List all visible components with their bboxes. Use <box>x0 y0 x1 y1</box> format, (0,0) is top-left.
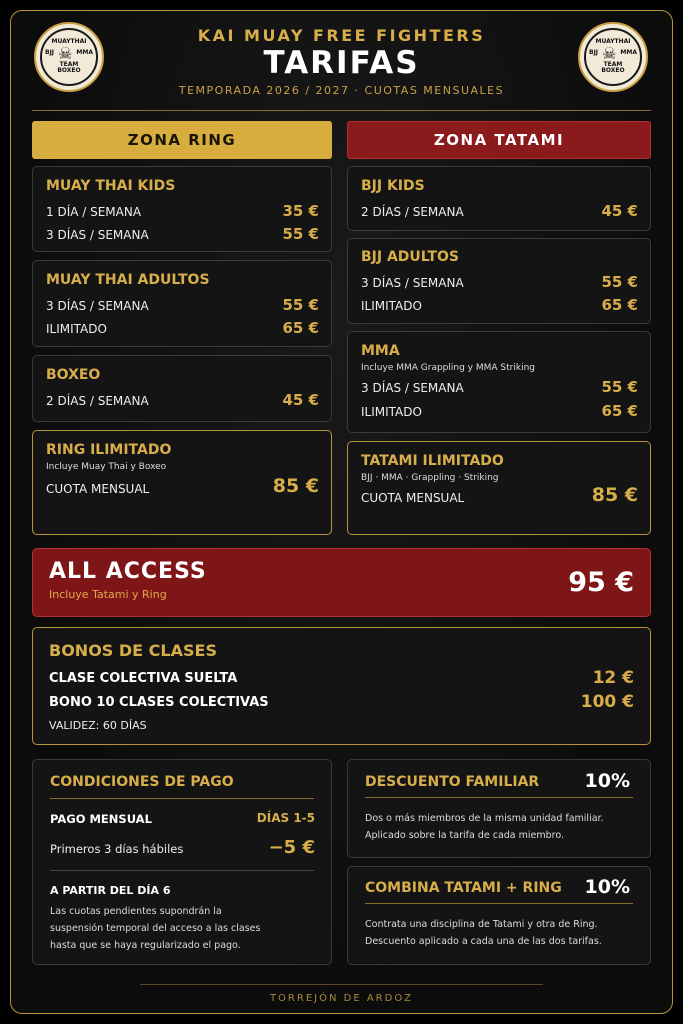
card-title: MUAY THAI ADULTOS <box>46 272 210 288</box>
footer-divider <box>140 984 543 985</box>
row-price: 45 € <box>601 202 638 220</box>
row-price: 65 € <box>601 402 638 420</box>
divider <box>50 798 314 799</box>
combina-line: Descuento aplicado a cada una de las dos tarifas. <box>365 936 602 947</box>
logo-text-bottom: BOXEO <box>601 67 625 75</box>
card-note: BJJ · MMA · Grappling · Striking <box>361 473 499 483</box>
row-price: 35 € <box>282 202 319 220</box>
card-combina <box>347 866 651 965</box>
row-price: 55 € <box>282 296 319 314</box>
card-title: RING ILIMITADO <box>46 442 172 458</box>
row-price: 12 € <box>592 668 634 688</box>
row-price: 85 € <box>591 484 638 506</box>
season-subtitle: TEMPORADA 2026 / 2027 · CUOTAS MENSUALES <box>178 84 505 97</box>
combina-line: Contrata una disciplina de Tatami y otra de Ring. <box>365 919 598 930</box>
card-muay-thai-kids <box>32 166 332 252</box>
header-divider <box>32 110 651 111</box>
club-name: KAI MUAY FREE FIGHTERS <box>197 26 486 45</box>
condiciones-line: Las cuotas pendientes supondrán la <box>50 906 222 917</box>
card-title: MUAY THAI KIDS <box>46 178 176 194</box>
card-note: Incluye MMA Grappling y MMA Striking <box>361 363 535 373</box>
pago-dias: DÍAS 1-5 <box>256 811 315 825</box>
row-price: 55 € <box>282 225 319 243</box>
row-price: 65 € <box>601 296 638 314</box>
card-mma <box>347 331 651 433</box>
pago-mensual-label: PAGO MENSUAL <box>50 812 152 826</box>
zone-tatami-header: ZONA TATAMI <box>347 121 651 159</box>
row-label: ILIMITADO <box>361 299 422 313</box>
familiar-line: Dos o más miembros de la misma unidad familiar. <box>365 813 604 824</box>
card-condiciones-pago <box>32 759 332 965</box>
card-title: COMBINA TATAMI + RING <box>365 880 562 896</box>
card-bjj-kids <box>347 166 651 231</box>
card-tatami-ilimitado <box>347 441 651 535</box>
card-title: BOXEO <box>46 367 101 383</box>
all-access-note: Incluye Tatami y Ring <box>49 588 167 601</box>
card-title: CONDICIONES DE PAGO <box>50 774 234 790</box>
logo-text-team: TEAM <box>59 60 79 68</box>
primeros-label: Primeros 3 días hábiles <box>50 842 184 856</box>
card-note: Incluye Muay Thai y Boxeo <box>46 462 167 472</box>
card-boxeo <box>32 355 332 422</box>
logo-text-left: BJJ <box>589 49 599 57</box>
card-title: BONOS DE CLASES <box>49 641 217 660</box>
page-title: TARIFAS <box>263 45 420 81</box>
card-title: BJJ ADULTOS <box>361 249 459 265</box>
row-price: 45 € <box>282 391 319 409</box>
condiciones-line: hasta que se haya regularizado el pago. <box>50 940 241 951</box>
logo-text-top: MUAYTHAI <box>595 37 631 45</box>
row-label: ILIMITADO <box>361 405 422 419</box>
apartir-label: A PARTIR DEL DÍA 6 <box>50 884 171 897</box>
row-label: 2 DÍAS / SEMANA <box>361 205 464 219</box>
all-access-title: ALL ACCESS <box>49 559 207 584</box>
row-label: CUOTA MENSUAL <box>46 482 150 496</box>
row-price: 85 € <box>272 475 319 497</box>
discount-percent: 10% <box>584 770 630 792</box>
row-label: CLASE COLECTIVA SUELTA <box>49 671 238 686</box>
logo-text-team: TEAM <box>603 60 623 68</box>
row-label: CUOTA MENSUAL <box>361 491 465 505</box>
card-muay-thai-adultos <box>32 260 332 347</box>
row-label: BONO 10 CLASES COLECTIVAS <box>49 695 269 710</box>
card-title: MMA <box>361 343 400 359</box>
logo-text-right: MMA <box>620 49 637 57</box>
card-bonos <box>32 627 651 745</box>
row-price: 65 € <box>282 319 319 337</box>
divider <box>365 797 633 798</box>
row-price: 55 € <box>601 273 638 291</box>
row-label: 3 DÍAS / SEMANA <box>46 299 149 313</box>
card-bjj-adultos <box>347 238 651 324</box>
row-label: 1 DÍA / SEMANA <box>46 205 142 219</box>
logo-text-bottom: BOXEO <box>57 67 81 75</box>
skull-icon: ☠ <box>58 43 73 63</box>
row-price: 55 € <box>601 378 638 396</box>
logo-text-right: MMA <box>76 49 93 57</box>
logo-text-top: MUAYTHAI <box>51 37 87 45</box>
all-access-banner <box>32 548 651 617</box>
zone-ring-header: ZONA RING <box>32 121 332 159</box>
familiar-line: Aplicado sobre la tarifa de cada miembro. <box>365 830 565 841</box>
row-label: 3 DÍAS / SEMANA <box>361 276 464 290</box>
logo-text-left: BJJ <box>45 49 55 57</box>
card-title: TATAMI ILIMITADO <box>361 453 504 469</box>
divider <box>365 903 633 904</box>
row-label: 3 DÍAS / SEMANA <box>46 228 149 242</box>
footer-location: TORREJÓN DE ARDOZ <box>269 993 414 1004</box>
card-ring-ilimitado <box>32 430 332 535</box>
row-label: 3 DÍAS / SEMANA <box>361 381 464 395</box>
row-price: 100 € <box>580 692 634 712</box>
divider <box>50 870 314 871</box>
all-access-price: 95 € <box>568 567 634 598</box>
discount-percent: 10% <box>584 876 630 898</box>
validez-text: VALIDEZ: 60 DÍAS <box>49 719 147 732</box>
row-label: 2 DÍAS / SEMANA <box>46 394 149 408</box>
primeros-discount: −5 € <box>268 837 315 858</box>
card-title: DESCUENTO FAMILIAR <box>365 774 540 790</box>
card-descuento-familiar <box>347 759 651 858</box>
row-label: ILIMITADO <box>46 322 107 336</box>
skull-icon: ☠ <box>602 43 617 63</box>
card-title: BJJ KIDS <box>361 178 425 194</box>
condiciones-line: suspensión temporal del acceso a las clases <box>50 923 261 934</box>
